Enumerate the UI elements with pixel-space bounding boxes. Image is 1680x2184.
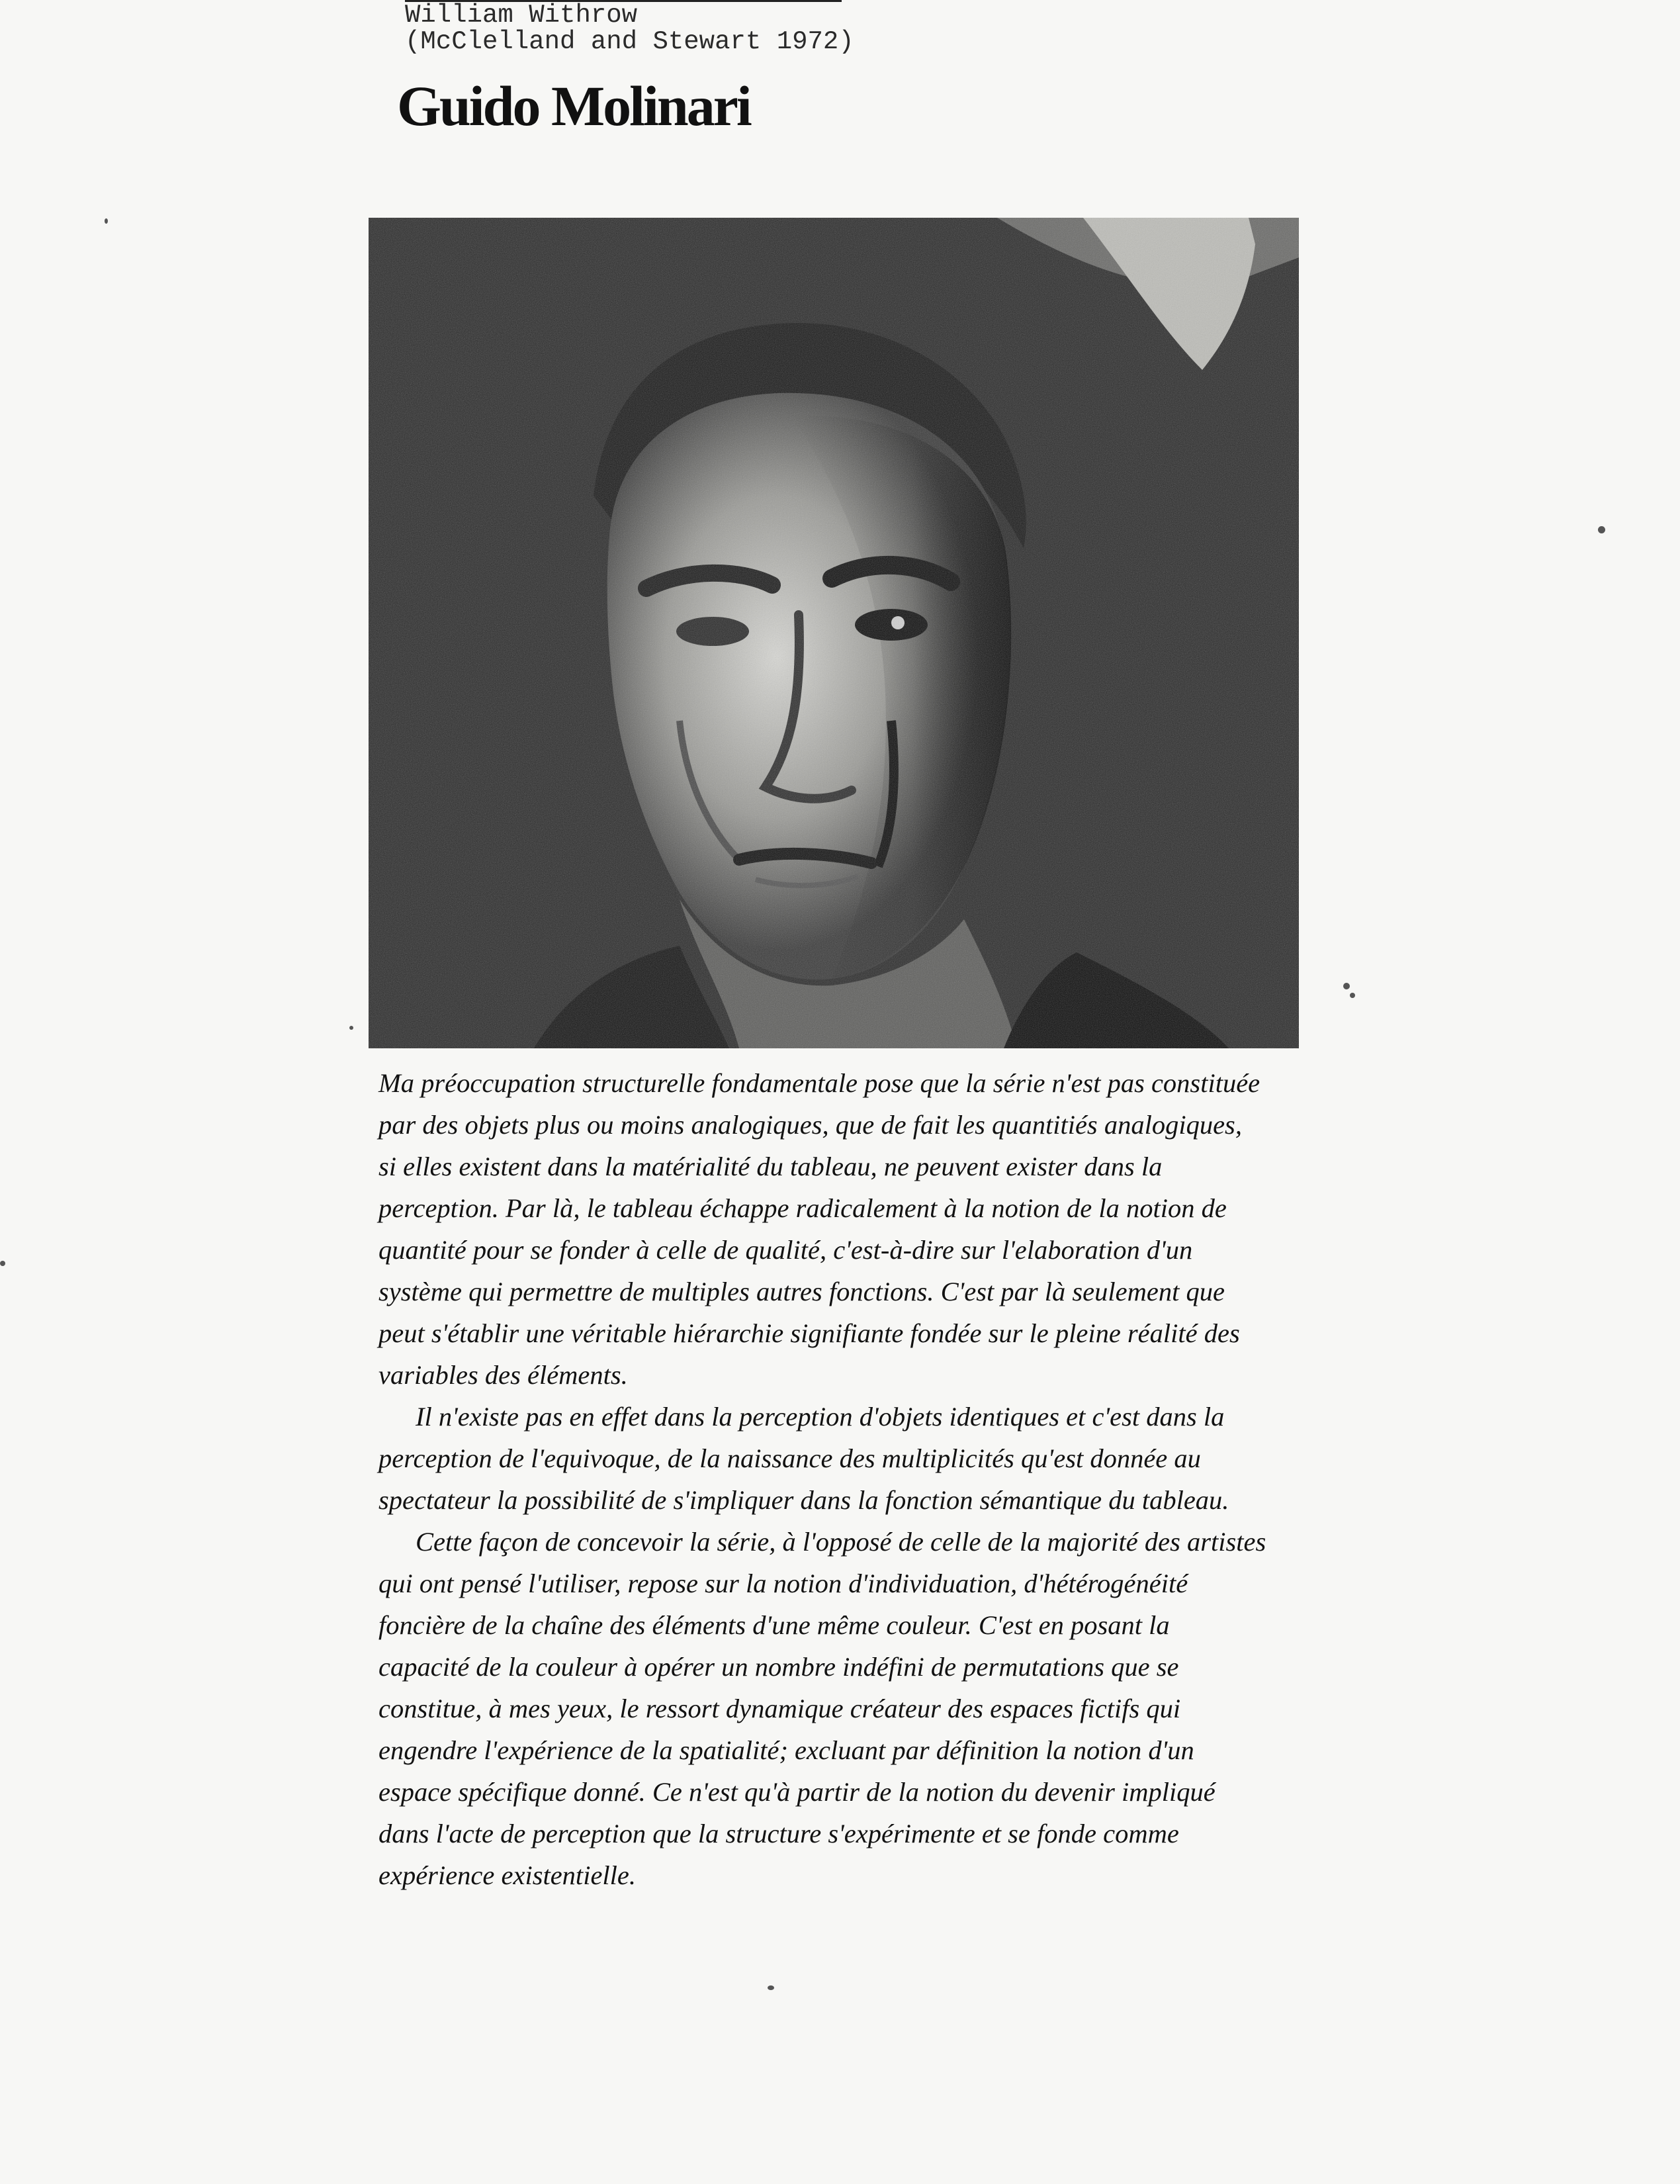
text-line: par des objets plus ou moins analogiques, que de fait les quantitiés analogiques, <box>378 1110 1242 1140</box>
statement-paragraph-2 <box>378 1396 1358 1521</box>
text-line: Il n'existe pas en effet dans la perception d'objets identiques et c'est dans la <box>416 1402 1225 1432</box>
artist-name-heading: Guido Molinari <box>397 74 750 138</box>
text-line: quantité pour se fonder à celle de qualité, c'est-à-dire sur l'elaboration d'un <box>378 1235 1193 1265</box>
artist-statement <box>378 1062 1358 1896</box>
text-line: système qui permettre de multiples autres fonctions. C'est par là seulement que <box>378 1277 1225 1306</box>
scan-speck <box>0 1261 5 1266</box>
text-line: constitue, à mes yeux, le ressort dynamique créateur des espaces fictifs qui <box>378 1694 1181 1723</box>
statement-paragraph-1 <box>378 1062 1358 1396</box>
scan-speck <box>105 218 108 224</box>
text-line: foncière de la chaîne des éléments d'une même couleur. C'est en posant la <box>378 1610 1170 1640</box>
text-line: perception de l'equivoque, de la naissance des multiplicités qu'est donnée au <box>378 1443 1201 1473</box>
text-line: espace spécifique donné. Ce n'est qu'à partir de la notion du devenir impliqué <box>378 1777 1216 1807</box>
author-line: William Withrow <box>405 1 638 30</box>
text-line: dans l'acte de perception que la structure s'expérimente et se fonde comme <box>378 1819 1179 1848</box>
text-line: variables des éléments. <box>378 1360 628 1390</box>
text-line: Ma préoccupation structurelle fondamentale pose que la série n'est pas constituée <box>378 1068 1260 1098</box>
scan-speck <box>1350 993 1355 998</box>
portrait-photo <box>369 218 1299 1048</box>
text-line: peut s'établir une véritable hiérarchie signifiante fondée sur le pleine réalité des <box>378 1318 1240 1348</box>
text-line: si elles existent dans la matérialité du tableau, ne peuvent exister dans la <box>378 1152 1163 1181</box>
scan-speck <box>1343 983 1350 989</box>
publisher-line: (McClelland and Stewart 1972) <box>405 27 854 56</box>
text-line: perception. Par là, le tableau échappe radicalement à la notion de la notion de <box>378 1193 1227 1223</box>
scan-speck <box>768 1985 774 1990</box>
scan-speck <box>349 1026 353 1030</box>
statement-paragraph-3 <box>378 1521 1358 1896</box>
text-line: qui ont pensé l'utiliser, repose sur la notion d'individuation, d'hétérogénéité <box>378 1569 1188 1598</box>
text-line: spectateur la possibilité de s'impliquer dans la fonction sémantique du tableau. <box>378 1485 1229 1515</box>
text-line: Cette façon de concevoir la série, à l'opposé de celle de la majorité des artistes <box>416 1527 1266 1557</box>
text-line: expérience existentielle. <box>378 1860 637 1890</box>
scan-speck <box>1598 526 1605 533</box>
text-line: capacité de la couleur à opérer un nombre indéfini de permutations que se <box>378 1652 1179 1682</box>
portrait-illustration <box>369 218 1299 1048</box>
text-line: engendre l'expérience de la spatialité; excluant par définition la notion d'un <box>378 1735 1194 1765</box>
